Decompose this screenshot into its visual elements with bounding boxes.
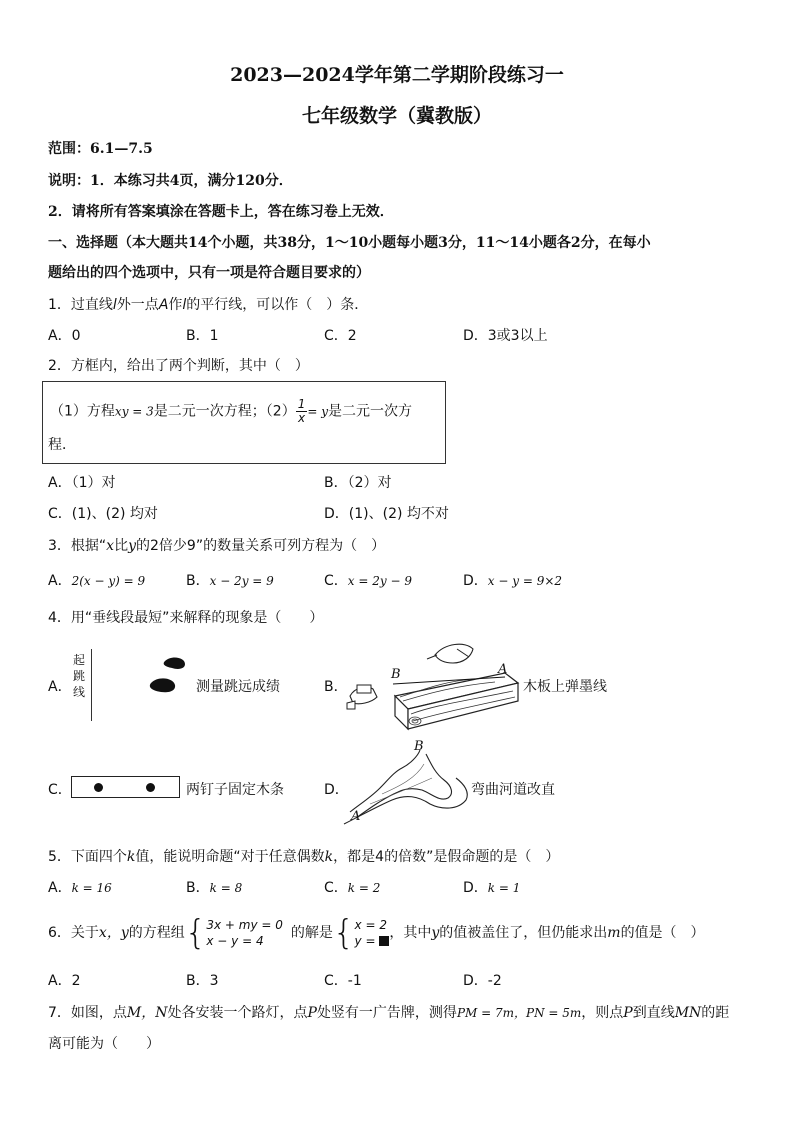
q5-stem: 5．下面四个k值，能说明命题“对于任意偶数k，都是4的倍数”是假命题的是（ ） [48,849,560,865]
q1-option-b[interactable]: B．1 [186,328,219,344]
left-brace: { [184,913,207,953]
point-a-label: A [498,662,508,677]
wooden-strip [71,776,180,798]
q4-option-b-label[interactable]: B． [324,679,348,695]
q2-box-line-1: （1）方程xy = 3是二元一次方程；（2） $\frac{1}{x}$ = y是二元一次方 [50,397,413,425]
footprints-icon [145,655,191,697]
q3-option-a[interactable]: A．2(x − y) = 9 [48,573,146,589]
q4-option-a-caption: 测量跳远成绩 [196,679,280,695]
page-subtitle: 七年级数学（冀教版） [301,105,492,127]
q2-option-a[interactable]: A．（1）对 [48,475,116,491]
nail-icon [146,783,155,792]
section-1-line-2: 题给出的四个选项中，只有一项是符合题目要求的） [48,265,370,281]
q1-option-c[interactable]: C．2 [324,328,357,344]
covered-value-block [379,936,389,946]
range-text: 范围：6.1—7.5 [48,141,153,157]
q3-stem: 3．根据“x比y的2倍少9”的数量关系可列方程为（ ） [48,538,386,554]
q2-option-c[interactable]: C．(1)、(2) 均对 [48,506,158,522]
q1-option-d[interactable]: D．3或3以上 [463,328,548,344]
solution-system: x = 2 y = [355,917,390,949]
q2-stem: 2．方框内，给出了两个判断，其中（ ） [48,358,309,374]
q3-option-b[interactable]: B．x − 2y = 9 [186,573,274,589]
q1-option-a[interactable]: A．0 [48,328,81,344]
q2-option-b[interactable]: B．（2）对 [324,475,392,491]
q1-stem: 1．过直线l外一点A作l的平行线，可以作（ ）条． [48,297,369,313]
q4-option-c-caption: 两钉子固定木条 [186,782,284,798]
q2-option-d[interactable]: D．(1)、(2) 均不对 [324,506,449,522]
q6-option-a[interactable]: A．2 [48,973,81,989]
note-2: 2．请将所有答案填涂在答题卡上，答在练习卷上无效． [48,204,394,220]
q6-option-b[interactable]: B．3 [186,973,219,989]
q7-stem-line-2: 离可能为（ ） [48,1036,160,1052]
q4-option-c-label[interactable]: C． [48,782,72,798]
point-b-label: B [414,739,424,754]
q5-option-c[interactable]: C．k = 2 [324,880,381,896]
page-title: 2023—2024学年第二学期阶段练习一 [230,64,564,86]
q2-box-line-2: 程． [48,437,76,453]
q5-option-d[interactable]: D．k = 1 [463,880,521,896]
q4-option-d-caption: 弯曲河道改直 [471,782,555,798]
equation-system: 3x + my = 0 x − y = 4 [206,918,283,948]
point-b-label: B [391,667,401,682]
q6-option-c[interactable]: C．-1 [324,973,362,989]
q6-stem: 6．关于x，y的方程组{ 3x + my = 0 x − y = 4 的解是{ x = 2 y = ，其中y的值被盖住了，但仍能求出m的值是（ ） [48,913,705,953]
q3-option-d[interactable]: D．x − y = 9×2 [463,573,563,589]
q5-option-a[interactable]: A．k = 16 [48,880,112,896]
nail-icon [94,783,103,792]
q4-option-a-label[interactable]: A． [48,679,72,695]
q6-option-d[interactable]: D．-2 [463,973,502,989]
wood-board-ink-line-figure [345,641,520,733]
fraction-1-over-x: $\frac{1}{x}$ [297,397,306,425]
q4-option-b-caption: 木板上弹墨线 [523,679,607,695]
q4-option-d-label[interactable]: D． [324,782,349,798]
q4-stem: 4．用“垂线段最短”来解释的现象是（ ） [48,610,324,626]
point-a-label: A [351,809,361,824]
q7-stem-line-1: 7．如图，点M，N处各安装一个路灯，点P处竖有一广告牌，测得PM = 7m，PN = 5m，则点P到直线MN的距 [48,1005,730,1021]
section-1-line-1: 一、选择题（本大题共14个小题，共38分，1～10小题每小题3分，11～14小题各2分，在每小 [48,235,651,251]
takeoff-line-label: 起跳线 [73,653,86,699]
left-brace: { [332,913,355,953]
q3-option-c[interactable]: C．x = 2y − 9 [324,573,412,589]
takeoff-line [91,649,92,721]
note-1: 说明：1．本练习共4页，满分120分． [48,173,293,189]
q5-option-b[interactable]: B．k = 8 [186,880,243,896]
